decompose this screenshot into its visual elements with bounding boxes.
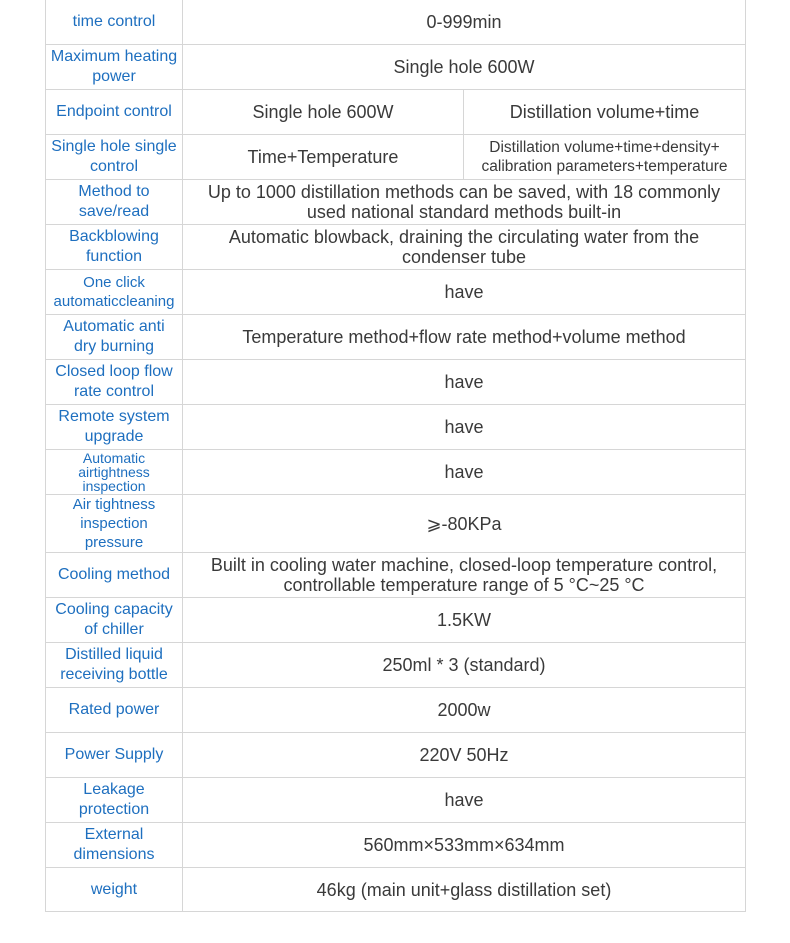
table-row [46,315,746,360]
table-row [46,553,746,598]
spec-value-b: Distillation volume+time+density+ calibration parameters+temperature [464,135,746,180]
spec-label: External dimensions [46,823,183,868]
spec-value: Single hole 600W [183,45,746,90]
spec-value: have [183,405,746,450]
spec-label: Air tightness inspection pressure [46,495,183,553]
spec-value: 560mm×533mm×634mm [183,823,746,868]
spec-label: time control [46,0,183,45]
table-row [46,270,746,315]
spec-label: weight [46,868,183,912]
table-row [46,733,746,778]
table-row [46,495,746,553]
table-row [46,0,746,45]
table-row [46,688,746,733]
spec-value: 220V 50Hz [183,733,746,778]
spec-label: Cooling method [46,553,183,598]
table-row [46,180,746,225]
spec-label: Closed loop flow rate control [46,360,183,405]
spec-value: have [183,778,746,823]
table-row [46,225,746,270]
spec-label: Power Supply [46,733,183,778]
spec-label: Automatic airtightness inspection [46,450,183,495]
spec-label: Rated power [46,688,183,733]
spec-value-a: Time+Temperature [183,135,464,180]
spec-value: Temperature method+flow rate method+volume method [183,315,746,360]
table-row [46,868,746,912]
spec-value: have [183,360,746,405]
spec-label: Method to save/read [46,180,183,225]
spec-value-b: Distillation volume+time [464,90,746,135]
spec-value: have [183,270,746,315]
spec-label: Automatic anti dry burning [46,315,183,360]
spec-label: Leakage protection [46,778,183,823]
table-row [46,135,746,180]
table-row [46,823,746,868]
spec-value: ⩾-80KPa [183,495,746,553]
spec-label: Backblowing function [46,225,183,270]
spec-value: 2000w [183,688,746,733]
spec-label: Endpoint control [46,90,183,135]
spec-value: Automatic blowback, draining the circulating water from the condenser tube [183,225,746,270]
spec-label: Distilled liquid receiving bottle [46,643,183,688]
spec-table [45,0,746,912]
spec-label: Remote system upgrade [46,405,183,450]
table-row [46,45,746,90]
spec-value: 250ml * 3 (standard) [183,643,746,688]
table-row [46,643,746,688]
spec-value: Built in cooling water machine, closed-loop temperature control, controllable temperature range of 5 °C~25 °C [183,553,746,598]
table-row [46,360,746,405]
spec-value: 0-999min [183,0,746,45]
spec-value: Up to 1000 distillation methods can be saved, with 18 commonly used national standard methods built-in [183,180,746,225]
spec-label: Single hole single control [46,135,183,180]
table-row [46,450,746,495]
table-row [46,778,746,823]
spec-value: have [183,450,746,495]
table-row [46,90,746,135]
spec-value-a: Single hole 600W [183,90,464,135]
spec-label: Cooling capacity of chiller [46,598,183,643]
spec-value: 46kg (main unit+glass distillation set) [183,868,746,912]
table-row [46,598,746,643]
table-row [46,405,746,450]
spec-label: Maximum heating power [46,45,183,90]
spec-label: One click automaticcleaning [46,270,183,315]
spec-value: 1.5KW [183,598,746,643]
